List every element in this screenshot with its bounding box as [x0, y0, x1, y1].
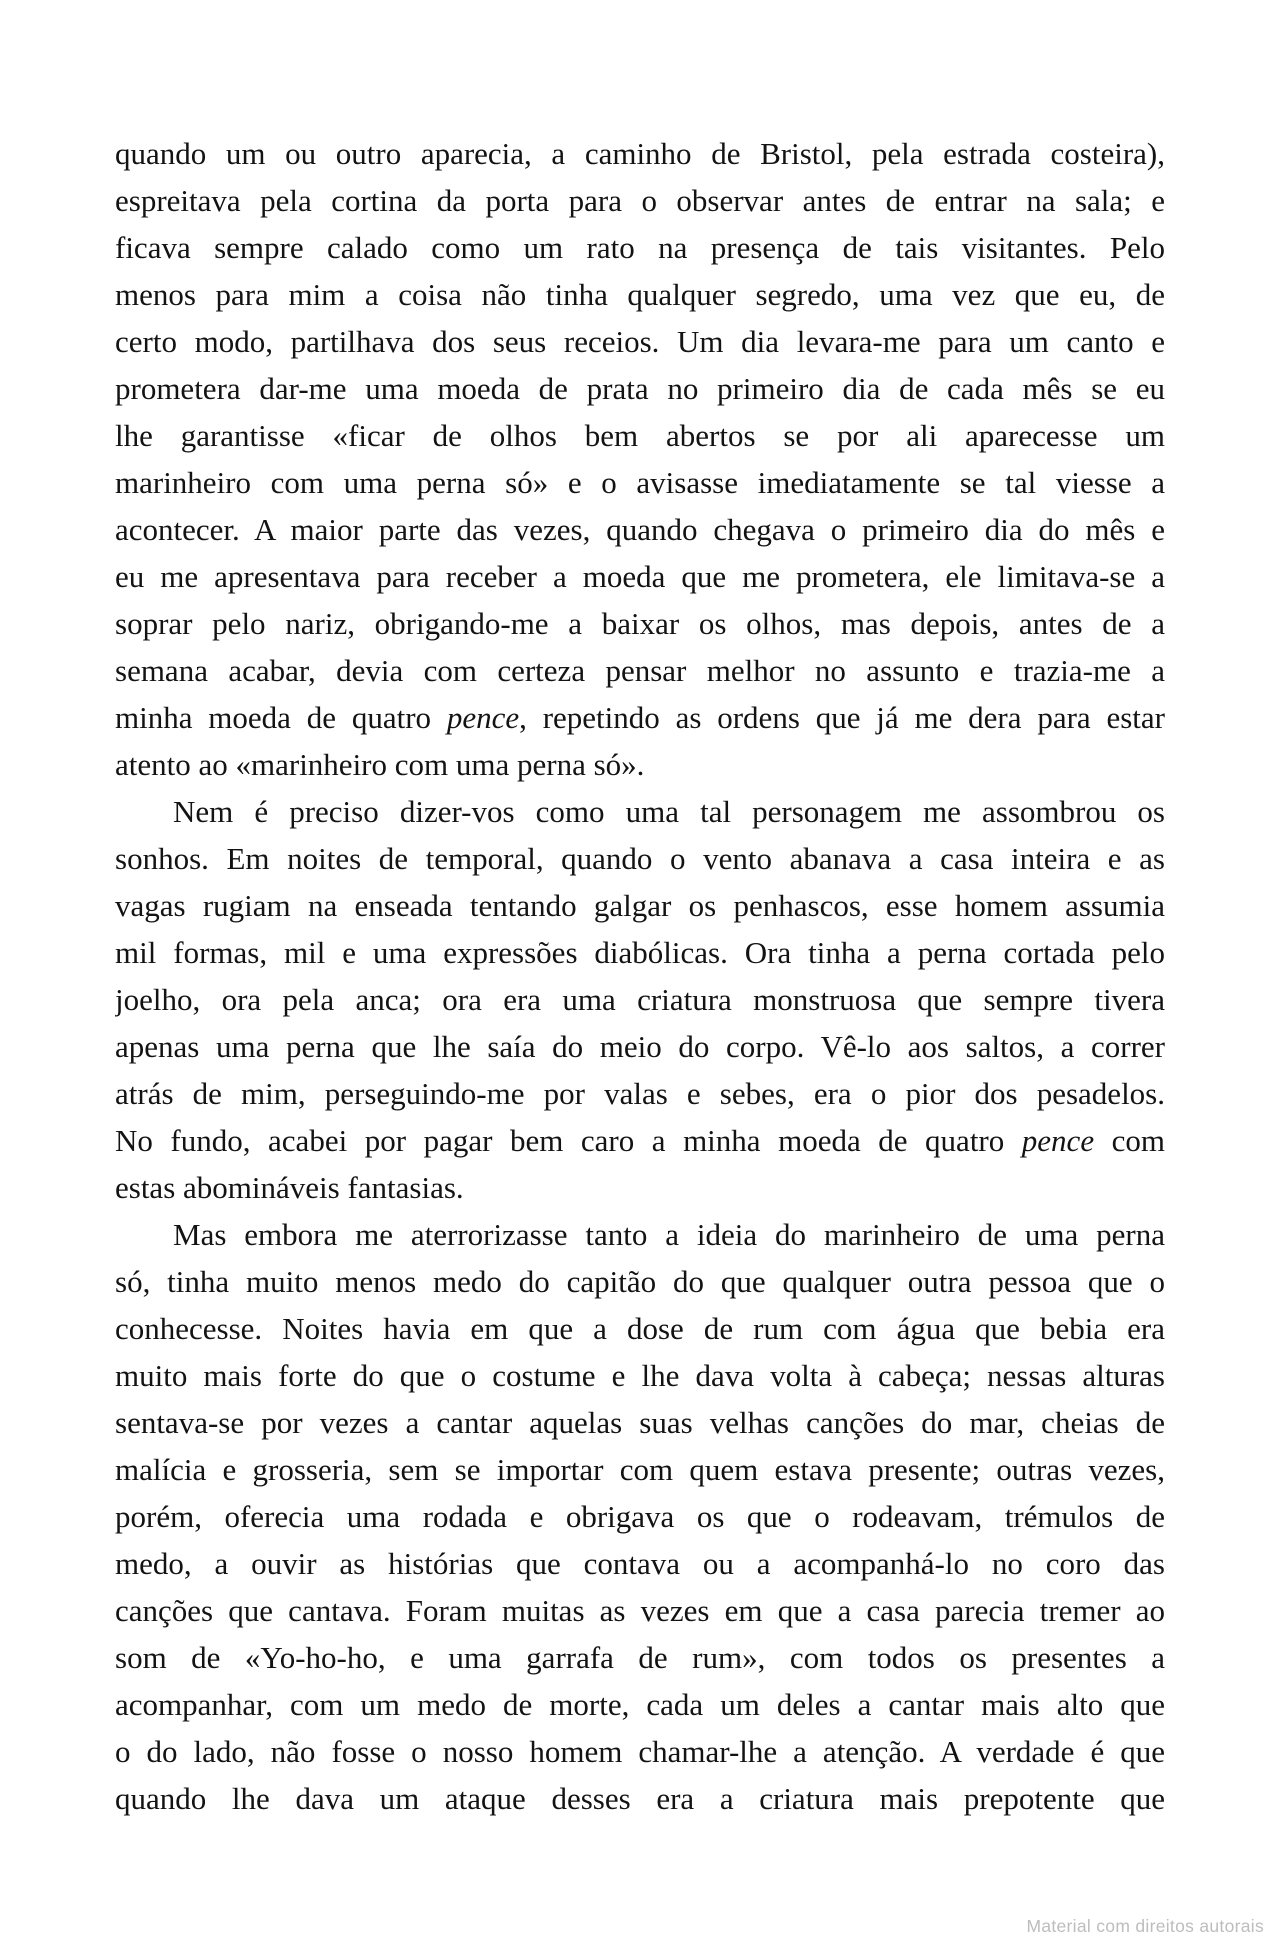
page-text: [115, 130, 1165, 1822]
text-line: canções que cantava. Foram muitas as vezes em que a casa parecia tremer ao: [115, 1593, 1165, 1628]
text-line: sonhos. Em noites de temporal, quando o vento abanava a casa inteira e as: [115, 841, 1165, 876]
paragraph: [115, 788, 1165, 1211]
text-line: No fundo, acabei por pagar bem caro a minha moeda de quatro pence com: [115, 1123, 1165, 1158]
text-line: joelho, ora pela anca; ora era uma criatura monstruosa que sempre tivera: [115, 982, 1165, 1017]
text-line: quando um ou outro aparecia, a caminho de Bristol, pela estrada costeira),: [115, 136, 1165, 171]
text-line: estas abomináveis fantasias.: [115, 1170, 464, 1205]
text-line: sentava-se por vezes a cantar aquelas suas velhas canções do mar, cheias de: [115, 1405, 1165, 1440]
text-line: ficava sempre calado como um rato na presença de tais visitantes. Pelo: [115, 230, 1165, 265]
text-line: quando lhe dava um ataque desses era a criatura mais prepotente que: [115, 1781, 1165, 1816]
text-line: porém, oferecia uma rodada e obrigava os que o rodeavam, trémulos de: [115, 1499, 1165, 1534]
text-line: prometera dar-me uma moeda de prata no primeiro dia de cada mês se eu: [115, 371, 1165, 406]
text-line: menos para mim a coisa não tinha qualquer segredo, uma vez que eu, de: [115, 277, 1165, 312]
text-line: eu me apresentava para receber a moeda que me prometera, ele limitava-se a: [115, 559, 1165, 594]
text-line: só, tinha muito menos medo do capitão do que qualquer outra pessoa que o: [115, 1264, 1165, 1299]
text-line: som de «Yo-ho-ho, e uma garrafa de rum», com todos os presentes a: [115, 1640, 1165, 1675]
text-line: certo modo, partilhava dos seus receios. Um dia levara-me para um canto e: [115, 324, 1165, 359]
text-line: acontecer. A maior parte das vezes, quando chegava o primeiro dia do mês e: [115, 512, 1165, 547]
copyright-watermark: Material com direitos autorais: [1026, 1916, 1264, 1936]
text-line: Mas embora me aterrorizasse tanto a ideia do marinheiro de uma perna: [173, 1217, 1165, 1252]
text-line: conhecesse. Noites havia em que a dose de rum com água que bebia era: [115, 1311, 1165, 1346]
text-line: semana acabar, devia com certeza pensar melhor no assunto e trazia-me a: [115, 653, 1165, 688]
text-line: soprar pelo nariz, obrigando-me a baixar os olhos, mas depois, antes de a: [115, 606, 1165, 641]
text-line: medo, a ouvir as histórias que contava ou a acompanhá-lo no coro das: [115, 1546, 1165, 1581]
text-line: muito mais forte do que o costume e lhe dava volta à cabeça; nessas alturas: [115, 1358, 1165, 1393]
paragraph: [115, 1211, 1165, 1822]
text-line: apenas uma perna que lhe saía do meio do corpo. Vê-lo aos saltos, a correr: [115, 1029, 1165, 1064]
text-line: marinheiro com uma perna só» e o avisasse imediatamente se tal viesse a: [115, 465, 1165, 500]
text-line: vagas rugiam na enseada tentando galgar os penhascos, esse homem assumia: [115, 888, 1165, 923]
text-line: lhe garantisse «ficar de olhos bem abertos se por ali aparecesse um: [115, 418, 1165, 453]
paragraph: [115, 130, 1165, 788]
text-line: minha moeda de quatro pence, repetindo as ordens que já me dera para estar: [115, 700, 1165, 735]
text-line: espreitava pela cortina da porta para o observar antes de entrar na sala; e: [115, 183, 1165, 218]
text-line: o do lado, não fosse o nosso homem chamar-lhe a atenção. A verdade é que: [115, 1734, 1165, 1769]
text-line: acompanhar, com um medo de morte, cada um deles a cantar mais alto que: [115, 1687, 1165, 1722]
text-line: Nem é preciso dizer-vos como uma tal personagem me assombrou os: [173, 794, 1165, 829]
text-line: atento ao «marinheiro com uma perna só».: [115, 747, 645, 782]
text-line: atrás de mim, perseguindo-me por valas e sebes, era o pior dos pesadelos.: [115, 1076, 1165, 1111]
text-line: malícia e grosseria, sem se importar com quem estava presente; outras vezes,: [115, 1452, 1165, 1487]
text-line: mil formas, mil e uma expressões diabólicas. Ora tinha a perna cortada pelo: [115, 935, 1165, 970]
